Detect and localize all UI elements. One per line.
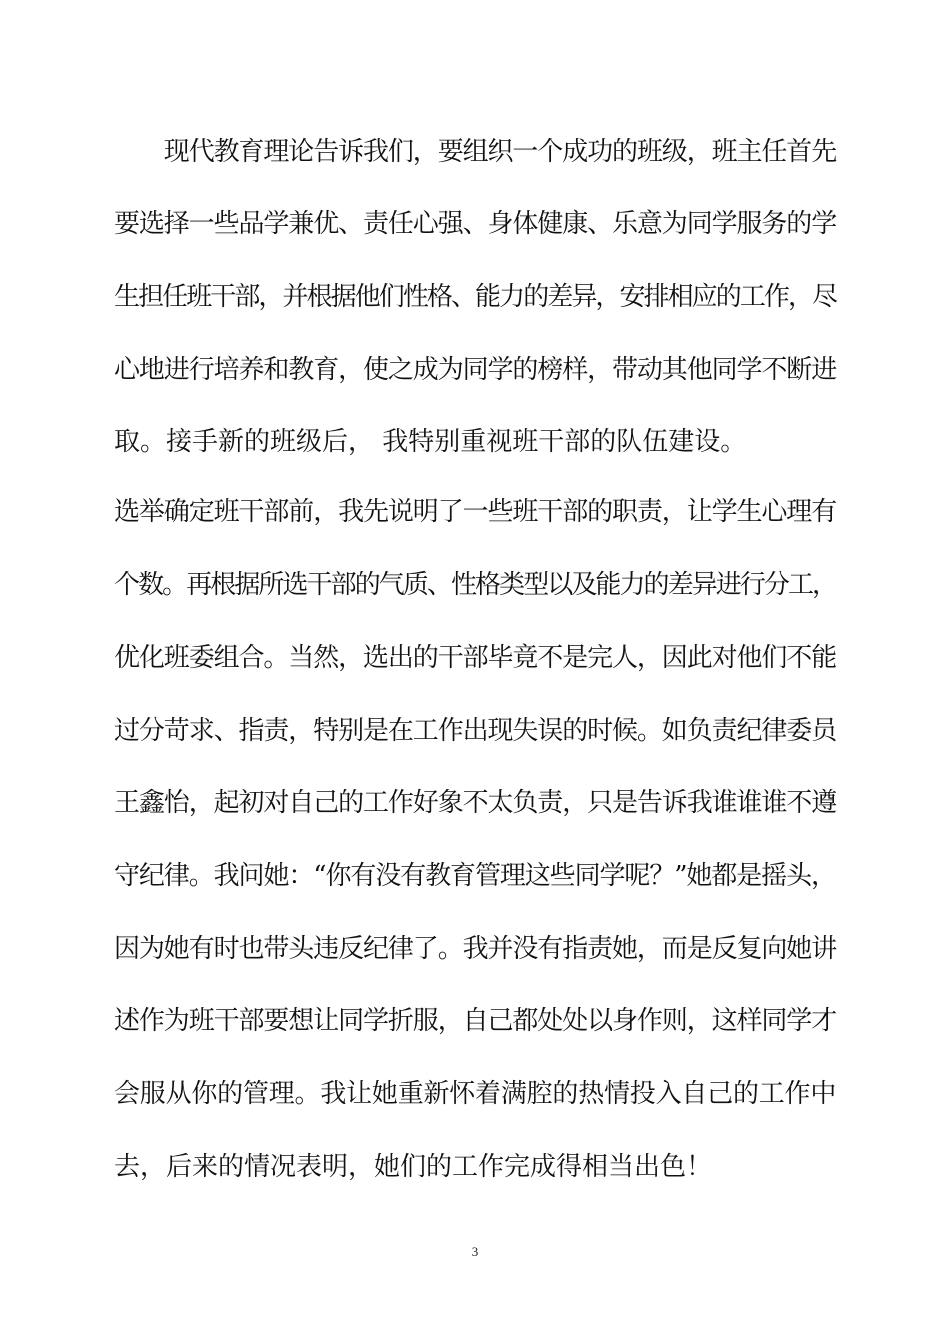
paragraph-1-line-1: 现代教育理论告诉我们，要组织一个成功的班级，班主任首先 bbox=[114, 137, 837, 167]
paragraph-2-line-3: 优化班委组合。当然，选出的干部毕竟不是完人，因此对他们不能 bbox=[114, 643, 837, 673]
paragraph-2-line-1: 选举确定班干部前，我先说明了一些班干部的职责，让学生心理有 bbox=[114, 497, 837, 527]
paragraph-2-line-6: 守纪律。我问她：“你有没有教育管理这些同学呢？”她都是摇头， bbox=[114, 861, 836, 891]
paragraph-1-line-3: 生担任班干部，并根据他们性格、能力的差异，安排相应的工作，尽 bbox=[114, 282, 837, 312]
paragraph-2-line-9: 会服从你的管理。我让她重新怀着满腔的热情投入自己的工作中 bbox=[114, 1079, 837, 1109]
paragraph-2-line-5: 王鑫怡，起初对自己的工作好象不太负责，只是告诉我谁谁谁不遵 bbox=[114, 788, 837, 818]
page-number: 3 bbox=[471, 1244, 479, 1259]
paragraph-1-line-2: 要选择一些品学兼优、责任心强、身体健康、乐意为同学服务的学 bbox=[114, 209, 837, 239]
paragraph-2-line-4: 过分苛求、指责，特别是在工作出现失误的时候。如负责纪律委员 bbox=[114, 716, 837, 746]
paragraph-1-line-5: 取。接手新的班级后， 我特别重视班干部的队伍建设。 bbox=[114, 427, 747, 457]
paragraph-2-line-7: 因为她有时也带头违反纪律了。我并没有指责她，而是反复向她讲 bbox=[114, 934, 837, 964]
paragraph-2-line-2: 个数。再根据所选干部的气质、性格类型以及能力的差异进行分工， bbox=[114, 570, 837, 600]
paragraph-2-line-8: 述作为班干部要想让同学折服，自己都处处以身作则，这样同学才 bbox=[114, 1006, 837, 1036]
paragraph-1-line-4: 心地进行培养和教育，使之成为同学的榜样，带动其他同学不断进 bbox=[114, 355, 837, 385]
paragraph-2-line-10: 去，后来的情况表明，她们的工作完成得相当出色！ bbox=[114, 1152, 713, 1182]
